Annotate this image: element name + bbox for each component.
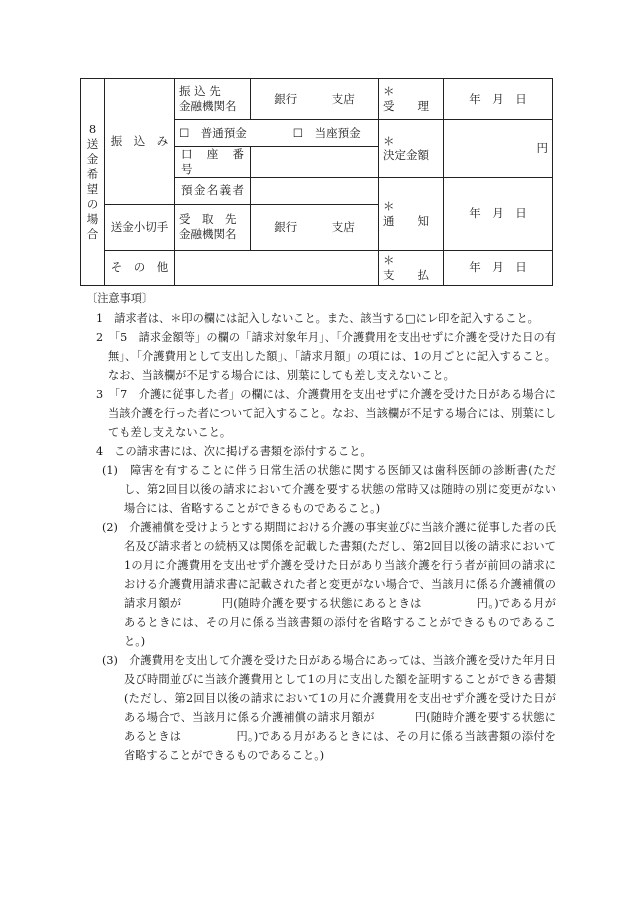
bank-name-field[interactable]: 銀行 支店 [251,79,379,120]
recipient-bank-field[interactable]: 銀行 支店 [251,204,379,250]
section-8-label: 8 送 金 希 望 の 場 合 [81,79,105,286]
check-label: 送金小切手 [105,204,175,250]
note-sub-2-part-a: (2) 介護補償を受けようとする期間における介護の事実並びに当該介護に従事した者の氏名及び請求者との続柄又は関係を記載した書類(ただし、第2回目以後の請求において1の月に介護費用を支出せず介護を受けた日があり当該介護を行う者が前回の請求における介護費用請求書に記載された者と変更がない場合で、当該月に係る介護補償の請求月額が [102,521,556,610]
account-holder-field[interactable] [251,177,379,204]
note-item-1: 1 請求者は、＊印の欄には記入しないこと。また、該当する□にレ印を記入すること。 [96,312,539,325]
note-sub-3-part-a: (3) 介護費用を支出して介護を受けた日がある場合にあっては、当該介護を受けた年月日及び時間並びに当該介護費用として1の月に支出した額を証明することができる書類(ただし、第2回目以後の請求において1の月に介護費用を支出せず介護を受けた日がある場合で、当該月に係る介護補償の請求月額が [102,654,556,724]
other-field[interactable] [175,250,379,285]
payment-label: ＊ 支 払 [379,250,444,285]
note-sub-3-part-c: 円。)である月があるときには、その月に係る当該書類の添付を省略することができるものであること。) [124,730,556,762]
furikomi-label: 振 込 み [105,79,175,205]
recipient-bank-label: 受 取 先 金融機関名 [175,204,251,250]
note-item-3: 3 「7 介護に従事した者」の欄には、介護費用を支出せずに介護を受けた日がある場合に当該介護を行った者について記入すること。なお、当該欄が不足する場合には、別葉にしても差し支えないこと。 [96,388,556,439]
note-sub-2-part-c: 円。)である月があるときには、その月に係る当該書類の添付を省略することができるものであること。) [124,597,556,648]
note-sub-3 [86,651,556,765]
notice-label: ＊ 通 知 [379,177,444,250]
other-label: そ の 他 [105,250,175,285]
account-holder-label: 預金名義者 [175,177,251,204]
receipt-date-field[interactable]: 年 月 日 [444,79,553,120]
remittance-table [80,78,553,286]
account-type-checkboxes[interactable]: ☐ 普通預金 ☐ 当座預金 [175,120,379,147]
account-number-label: 口 座 番 号 [175,147,251,178]
note-sub-2 [86,518,556,651]
note-sub-3-part-b: 円(随時介護を要する状態にあるときは [124,711,556,743]
decision-amount-field[interactable]: 円 [444,120,553,178]
account-number-field[interactable] [251,147,379,178]
payment-date-field[interactable]: 年 月 日 [444,250,553,285]
notes-title: 〔注意事項〕 [86,292,154,305]
note-sub-2-part-b: 円(随時介護を要する状態にあるときは [221,597,422,610]
notice-date-field[interactable]: 年 月 日 [444,177,553,250]
bank-name-label: 振 込 先 金融機関名 [175,79,251,120]
receipt-label: ＊ 受 理 [379,79,444,120]
note-item-2: 2 「5 請求金額等」の欄の「請求対象年月」、「介護費用を支出せずに介護を受けた日の有無」、「介護費用として支出した額」、「請求月額」の項には、1の月ごとに記入すること。なお、当該欄が不足する場合には、別葉にしても差し支えないこと。 [96,331,556,382]
note-item-4: 4 この請求書には、次に掲げる書類を添付すること。 [96,445,372,458]
note-sub-1: (1) 障害を有することに伴う日常生活の状態に関する医師又は歯科医師の診断書(ただし、第2回目以後の請求において介護を要する状態の常時又は随時の別に変更がない場合には、省略することができるものであること。) [102,464,556,515]
decision-amount-label: ＊ 決定金額 [379,120,444,178]
notes-section [86,289,556,765]
